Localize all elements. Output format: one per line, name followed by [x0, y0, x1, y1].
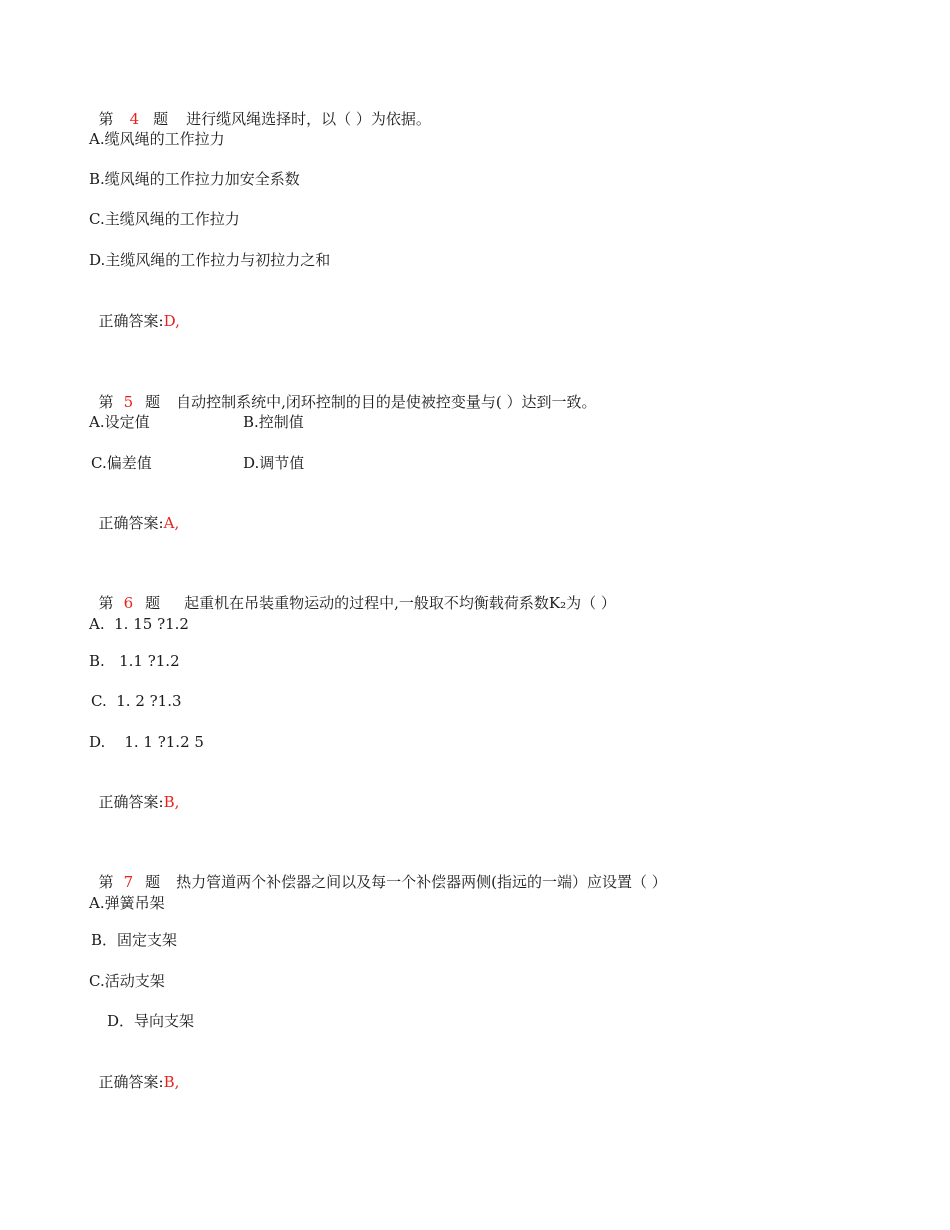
answer-line [89, 291, 180, 331]
answer-label: 正确答案: [98, 312, 164, 330]
answer-line [89, 772, 179, 812]
question-text: 起重机在吊装重物运动的过程中,一般取不均衡载荷系数K₂为（ ） [184, 594, 616, 612]
question-prefix: 第 [98, 873, 114, 891]
question-prefix: 第 [98, 110, 114, 128]
option-c: C.主缆风绳的工作拉力 [89, 210, 240, 228]
option-d: D.调节值 [243, 454, 305, 472]
answer-value: B, [163, 793, 180, 811]
option-d: D.主缆风绳的工作拉力与初拉力之和 [89, 251, 331, 269]
option-c: C.偏差值 [91, 454, 152, 472]
option-b: B.控制值 [243, 413, 304, 431]
option-d: D．导向支架 [107, 1012, 195, 1030]
question-text: 进行缆风绳选择时，以（ ）为依据。 [186, 110, 431, 128]
answer-value: B, [163, 1073, 180, 1091]
option-d: D. 1. 1 ?1.2 5 [89, 733, 204, 751]
option-a: A. 1. 15 ?1.2 [89, 615, 189, 633]
question-text: 热力管道两个补偿器之间以及每一个补偿器两侧(指远的一端）应设置（ ） [176, 873, 667, 891]
option-b: B. 1.1 ?1.2 [89, 652, 180, 670]
question-number: 5 [123, 393, 134, 411]
question-7-header [89, 852, 667, 892]
answer-value: A, [163, 514, 180, 532]
answer-label: 正确答案: [98, 514, 164, 532]
question-text: 自动控制系统中,闭环控制的目的是使被控变量与( ）达到一致。 [176, 393, 597, 411]
question-suffix: 题 [145, 393, 161, 411]
option-c: C. 1. 2 ?1.3 [91, 692, 182, 710]
option-b: B．固定支架 [91, 931, 178, 949]
question-number: 7 [123, 873, 134, 891]
question-6-header [89, 573, 616, 613]
question-suffix: 题 [145, 873, 161, 891]
option-b: B.缆风绳的工作拉力加安全系数 [89, 170, 300, 188]
question-prefix: 第 [98, 393, 114, 411]
question-number: 6 [123, 594, 134, 612]
answer-label: 正确答案: [98, 793, 164, 811]
question-number: 4 [129, 110, 140, 128]
question-suffix: 题 [153, 110, 169, 128]
question-prefix: 第 [98, 594, 114, 612]
option-a: A.设定值 [89, 413, 150, 431]
question-5-header [89, 372, 597, 412]
question-suffix: 题 [145, 594, 161, 612]
answer-line [89, 493, 179, 533]
question-4-header [89, 89, 431, 129]
option-a: A.缆风绳的工作拉力 [89, 130, 225, 148]
answer-value: D, [163, 312, 180, 330]
answer-label: 正确答案: [98, 1073, 164, 1091]
option-a: A.弹簧吊架 [89, 894, 165, 912]
answer-line [89, 1052, 179, 1092]
option-c: C.活动支架 [89, 972, 165, 990]
